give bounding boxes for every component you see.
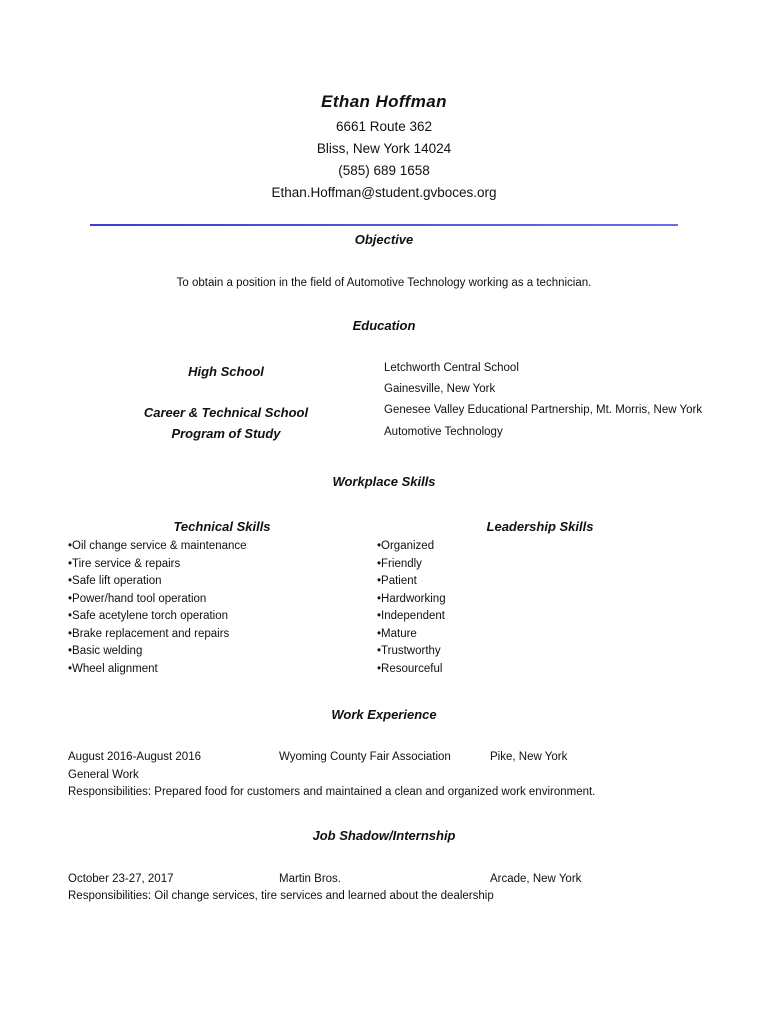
bullet-icon: •: [68, 627, 73, 640]
list-item: •Friendly: [377, 557, 422, 570]
list-item: •Safe acetylene torch operation: [68, 610, 229, 622]
list-item: •Tire service & repairs: [68, 557, 181, 570]
bullet-icon: •: [68, 557, 73, 570]
list-item: •Mature: [377, 627, 417, 640]
technical-skills-heading: Technical Skills: [173, 519, 271, 534]
bullet-icon: •: [68, 610, 73, 622]
bullet-icon: •: [377, 557, 382, 570]
high-school-name: Letchworth Central School: [384, 362, 519, 374]
workplace-skills-heading: Workplace Skills: [332, 474, 436, 489]
list-item: •Independent: [377, 610, 445, 622]
leadership-skills-list: [377, 538, 446, 678]
high-school-label: High School: [188, 364, 264, 379]
objective-heading: Objective: [354, 232, 414, 247]
address-line-1: 6661 Route 362: [335, 119, 433, 134]
bullet-icon: •: [68, 662, 73, 675]
bullet-icon: •: [377, 540, 382, 552]
program-label: Program of Study: [171, 426, 281, 441]
leadership-skills-heading: Leadership Skills: [486, 519, 594, 534]
list-item: •Resourceful: [377, 662, 443, 675]
bullet-icon: •: [68, 540, 73, 552]
bullet-icon: •: [377, 592, 382, 605]
bullet-icon: •: [68, 645, 73, 657]
technical-skills-list: [68, 538, 247, 678]
cts-name: Genesee Valley Educational Partnership, Mt. Morris, New York: [384, 404, 703, 416]
shadow-responsibilities: Responsibilities: Oil change services, tire services and learned about the dealership: [68, 890, 494, 902]
list-item: •Hardworking: [377, 592, 446, 605]
list-item: •Trustworthy: [377, 645, 441, 657]
list-item: •Wheel alignment: [68, 662, 158, 675]
work-location: Pike, New York: [490, 751, 568, 763]
list-item: •Patient: [377, 575, 417, 587]
education-heading: Education: [352, 318, 416, 333]
bullet-icon: •: [68, 592, 73, 605]
cts-label: Career & Technical School: [143, 405, 309, 420]
resume-name: Ethan Hoffman: [321, 92, 447, 111]
list-item: •Power/hand tool operation: [68, 592, 207, 605]
work-experience-heading: Work Experience: [331, 707, 437, 722]
bullet-icon: •: [377, 627, 382, 640]
job-shadow-heading: Job Shadow/Internship: [312, 828, 456, 843]
work-title: General Work: [68, 769, 139, 781]
shadow-dates: October 23-27, 2017: [68, 873, 174, 885]
bullet-icon: •: [377, 645, 382, 657]
shadow-employer: Martin Bros.: [279, 873, 341, 885]
bullet-icon: •: [377, 662, 382, 675]
objective-text: To obtain a position in the field of Automotive Technology working as a technician.: [176, 277, 592, 289]
work-employer: Wyoming County Fair Association: [279, 751, 451, 763]
list-item: •Brake replacement and repairs: [68, 627, 230, 640]
work-responsibilities: Responsibilities: Prepared food for customers and maintained a clean and organized work environment.: [68, 786, 596, 798]
bullet-icon: •: [377, 575, 382, 587]
list-item: •Oil change service & maintenance: [68, 540, 247, 552]
bullet-icon: •: [377, 610, 382, 622]
header-divider: [90, 224, 678, 226]
list-item: •Safe lift operation: [68, 575, 162, 587]
bullet-icon: •: [68, 575, 73, 587]
address-line-2: Bliss, New York 14024: [316, 141, 452, 156]
shadow-location: Arcade, New York: [490, 873, 582, 885]
program-name: Automotive Technology: [384, 426, 503, 438]
email-address: Ethan.Hoffman@student.gvboces.org: [271, 185, 497, 200]
list-item: •Basic welding: [68, 645, 143, 657]
work-dates: August 2016-August 2016: [68, 751, 201, 763]
phone-number: (585) 689 1658: [338, 163, 430, 178]
high-school-location: Gainesville, New York: [384, 383, 496, 395]
list-item: •Organized: [377, 540, 435, 552]
